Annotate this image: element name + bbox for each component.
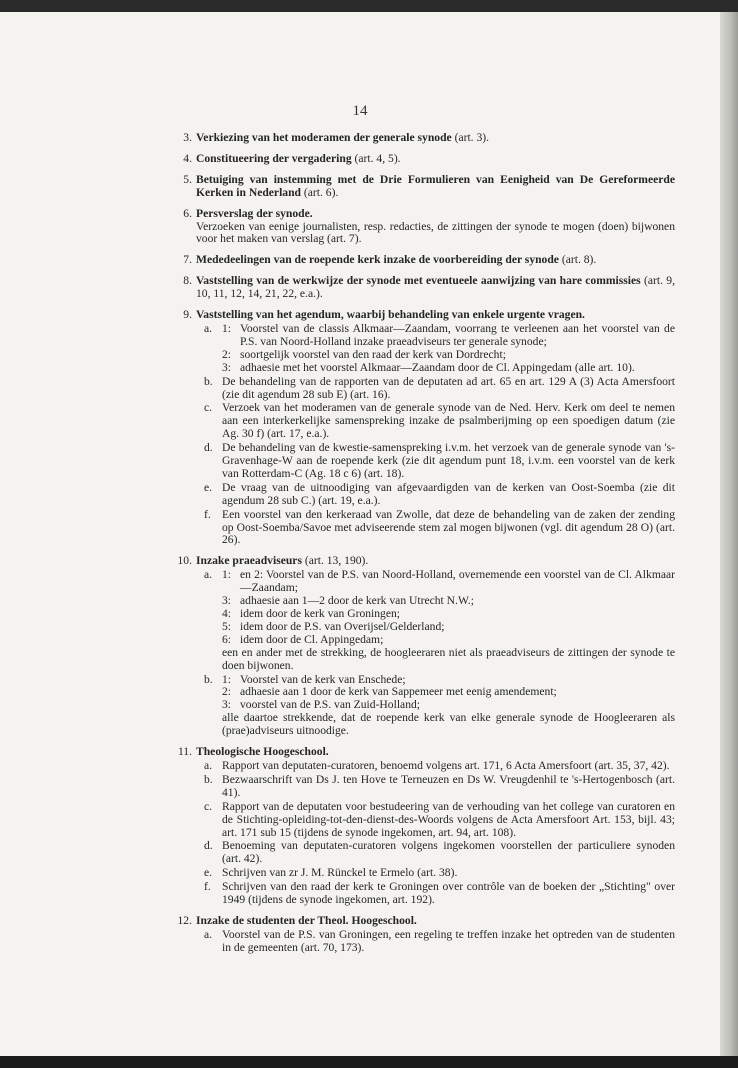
sub-item-a: [196, 323, 675, 375]
agenda-item-11: [170, 746, 675, 907]
sub-text: De behandeling van de rapporten van de deputaten ad art. 65 en art. 129 A (3) Acta Amersfoort (zie dit agendum 28 sub E) (art. 16).: [222, 374, 675, 401]
agenda-item-5: [170, 174, 675, 200]
sub-text: Benoeming van deputaten-curatoren volgens ingekomen voorstellen der particuliere synoden (art. 42).: [222, 839, 675, 866]
sub-item-b: [196, 774, 675, 800]
point-text: en 2: Voorstel van de P.S. van Noord-Holland, overnemende een voorstel van de Cl. Alkmaar—Zaandam;: [240, 568, 675, 595]
sub-item-f: [196, 881, 675, 907]
agenda-item-4: [170, 153, 675, 166]
agenda-item-12: [170, 915, 675, 955]
item-title: Betuiging van instemming met de Drie Formulieren van Eenigheid van De Gereformeerde Kerken in Nederland: [196, 172, 675, 199]
point-number: 1:: [222, 321, 232, 335]
sub-point: [222, 362, 675, 375]
sub-conclusion: een en ander met de strekking, de hoogleeraren niet als praeadviseurs de zittingen der synode te doen bijwonen.: [222, 645, 675, 672]
item-number: 5.: [183, 172, 192, 186]
item-reference: (art. 9, 10, 11, 12, 14, 21, 22, e.a.).: [196, 274, 676, 301]
point-text: idem door de kerk van Groningen;: [240, 607, 401, 620]
sub-letter: a.: [204, 758, 213, 772]
point-number: 2:: [222, 347, 232, 361]
sub-item-e: [196, 482, 675, 508]
sub-text: Rapport van de deputaten voor bestudeering van de verhouding van het college van curatoren en de Stichting-opleiding-tot-den-dienst-des-Woords volgens de Acta Amersfoort Art. 153, bijl. 43; art. 171 sub 15 (tijdens de synode ingekomen, art. 94, art. 108).: [222, 799, 675, 839]
agenda-item-9: [170, 309, 675, 547]
sub-item-d: [196, 840, 675, 866]
item-number: 6.: [183, 206, 192, 220]
sub-letter: a.: [204, 568, 213, 582]
sub-letter: a.: [204, 927, 213, 941]
scan-border: [0, 1056, 738, 1068]
agenda-list: [170, 132, 675, 963]
sub-item-c: [196, 402, 675, 441]
item-title: Inzake de studenten der Theol. Hoogeschool.: [196, 913, 417, 927]
sub-text: Rapport van deputaten-curatoren, benoemd volgens art. 171, 6 Acta Amersfoort (art. 35, 37, 42).: [222, 758, 670, 772]
item-reference: (art. 13, 190).: [301, 554, 369, 568]
point-number: 3:: [222, 360, 232, 374]
item-body: Verzoeken van eenige journalisten, resp. redacties, de zittingen der synode te mogen (doen) bijwonen voor het maken van verslag (art. 7).: [196, 219, 675, 246]
point-number: 3:: [222, 698, 232, 712]
sub-letter: d.: [204, 441, 213, 455]
point-text: adhaesie met het voorstel Alkmaar—Zaandam door de Cl. Appingedam (alle art. 10).: [240, 360, 635, 374]
sub-text: Bezwaarschrift van Ds J. ten Hove te Terneuzen en Ds W. Vreugdenhil te 's-Hertogenbosch (art. 41).: [222, 772, 675, 799]
item-number: 9.: [183, 308, 192, 322]
item-number: 11.: [177, 745, 192, 759]
sub-item-e: [196, 867, 675, 880]
sub-item-a: [196, 929, 675, 955]
sub-text: Schrijven van zr J. M. Rünckel te Ermelo (art. 38).: [222, 866, 458, 880]
sub-item-a: [196, 569, 675, 672]
sub-item-f: [196, 509, 675, 548]
point-number: 1:: [222, 568, 232, 582]
sub-item-a: [196, 760, 675, 773]
sub-letter: f.: [204, 880, 211, 894]
item-number: 3.: [183, 131, 192, 144]
agenda-item-7: [170, 254, 675, 267]
item-number: 12.: [177, 913, 192, 927]
sub-letter: b.: [204, 672, 213, 686]
sub-point: [222, 699, 675, 712]
item-reference: (art. 3).: [451, 131, 490, 144]
sub-conclusion: alle daartoe strekkende, dat de roepende kerk van elke generale synode de Hoogleeraren als (prae)adviseurs uitnoodige.: [222, 711, 675, 738]
agenda-item-3: [170, 132, 675, 145]
point-text: Voorstel van de kerk van Enschede;: [240, 672, 406, 686]
point-number: 3:: [222, 594, 232, 608]
sub-item-d: [196, 442, 675, 481]
item-title: Mededeelingen van de roepende kerk inzake de voorbereiding der synode: [196, 253, 559, 267]
sub-text: Verzoek van het moderamen van de generale synode van de Ned. Herv. Kerk om deel te nemen aan een interkerkelijke samenspreking inzake de psalmberijming op een spoedigen datum (zie Ag. 30 f) (art. 17, e.a.).: [222, 401, 675, 441]
sub-letter: a.: [204, 321, 213, 335]
sub-text: De behandeling van de kwestie-samenspreking i.v.m. het verzoek van de generale synode van 's-Gravenhage-W aan de roepende kerk (zie dit agendum punt 18, i.v.m. een voorstel van de kerk van Rotterdam-C (Ag. 18 c 6) (art. 18).: [222, 441, 675, 480]
sub-point: [222, 569, 675, 595]
sub-letter: f.: [204, 507, 211, 521]
item-title: Vaststelling van de werkwijze der synode met eventueele aanwijzing van hare commissies: [196, 274, 641, 288]
point-number: 6:: [222, 632, 232, 646]
sub-text: Voorstel van de P.S. van Groningen, een regeling te treffen inzake het optreden van de studenten in de gemeenten (art. 70, 173).: [222, 927, 675, 954]
page-edge: [720, 12, 738, 1056]
sub-text: De vraag van de uitnoodiging van afgevaardigden van de kerken van Oost-Soemba (zie dit agendum 28 sub C.) (art. 19, e.a.).: [222, 480, 675, 507]
sub-letter: e.: [204, 866, 213, 880]
item-title: Verkiezing van het moderamen der generale synode: [196, 131, 452, 144]
point-number: 2:: [222, 685, 232, 699]
point-text: voorstel van de P.S. van Zuid-Holland;: [240, 698, 421, 712]
item-reference: (art. 6).: [301, 185, 339, 199]
item-title: Persverslag der synode.: [196, 206, 313, 220]
agenda-item-6: [170, 208, 675, 247]
sub-letter: c.: [204, 401, 213, 415]
item-number: 7.: [183, 253, 192, 267]
point-number: 1:: [222, 672, 232, 686]
item-title: Inzake praeadviseurs: [196, 554, 302, 568]
item-title: Theologische Hoogeschool.: [196, 745, 329, 759]
point-text: adhaesie aan 1—2 door de kerk van Utrecht N.W.;: [240, 594, 474, 608]
sub-letter: d.: [204, 839, 213, 853]
item-title: Constitueering der vergadering: [196, 151, 352, 165]
sub-item-b: [196, 674, 675, 739]
sub-letter: b.: [204, 374, 213, 388]
item-number: 10.: [177, 554, 192, 568]
point-number: 5:: [222, 619, 232, 633]
item-reference: (art. 8).: [558, 253, 597, 267]
sub-item-b: [196, 376, 675, 402]
agenda-item-8: [170, 275, 675, 301]
point-text: idem door de Cl. Appingedam;: [240, 632, 384, 646]
page-number: 14: [352, 103, 368, 119]
sub-letter: c.: [204, 799, 213, 813]
sub-item-c: [196, 801, 675, 840]
agenda-item-10: [170, 555, 675, 738]
item-reference: (art. 4, 5).: [351, 151, 401, 165]
item-number: 4.: [183, 151, 192, 165]
sub-text: Schrijven van den raad der kerk te Groningen over contrôle van de boeken der „Stichting" over 1949 (tijdens de synode ingekomen, art. 192).: [222, 880, 675, 907]
point-text: Voorstel van de classis Alkmaar—Zaandam, voorrang te verleenen aan het voorstel van de P.S. van Noord-Holland inzake praeadviseurs ter generale synode;: [240, 321, 675, 348]
point-text: idem door de P.S. van Overijsel/Gelderland;: [240, 619, 445, 633]
point-text: soortgelijk voorstel van den raad der kerk van Dordrecht;: [240, 347, 506, 361]
sub-letter: e.: [204, 480, 213, 494]
sub-text: Een voorstel van den kerkeraad van Zwolle, dat deze de behandeling van de zaken der zending op Oost-Soemba/Savoe met adviseerende stem zal mogen bijwonen (vgl. dit agendum 28 O) (art. 26).: [222, 507, 675, 547]
sub-point: [222, 634, 675, 647]
item-number: 8.: [183, 274, 192, 288]
item-title: Vaststelling van het agendum, waarbij behandeling van enkele urgente vragen.: [196, 308, 585, 322]
point-text: adhaesie aan 1 door de kerk van Sappemeer met eenig amendement;: [240, 685, 557, 699]
sub-letter: b.: [204, 772, 213, 786]
sub-point: [222, 323, 675, 349]
point-number: 4:: [222, 607, 232, 620]
